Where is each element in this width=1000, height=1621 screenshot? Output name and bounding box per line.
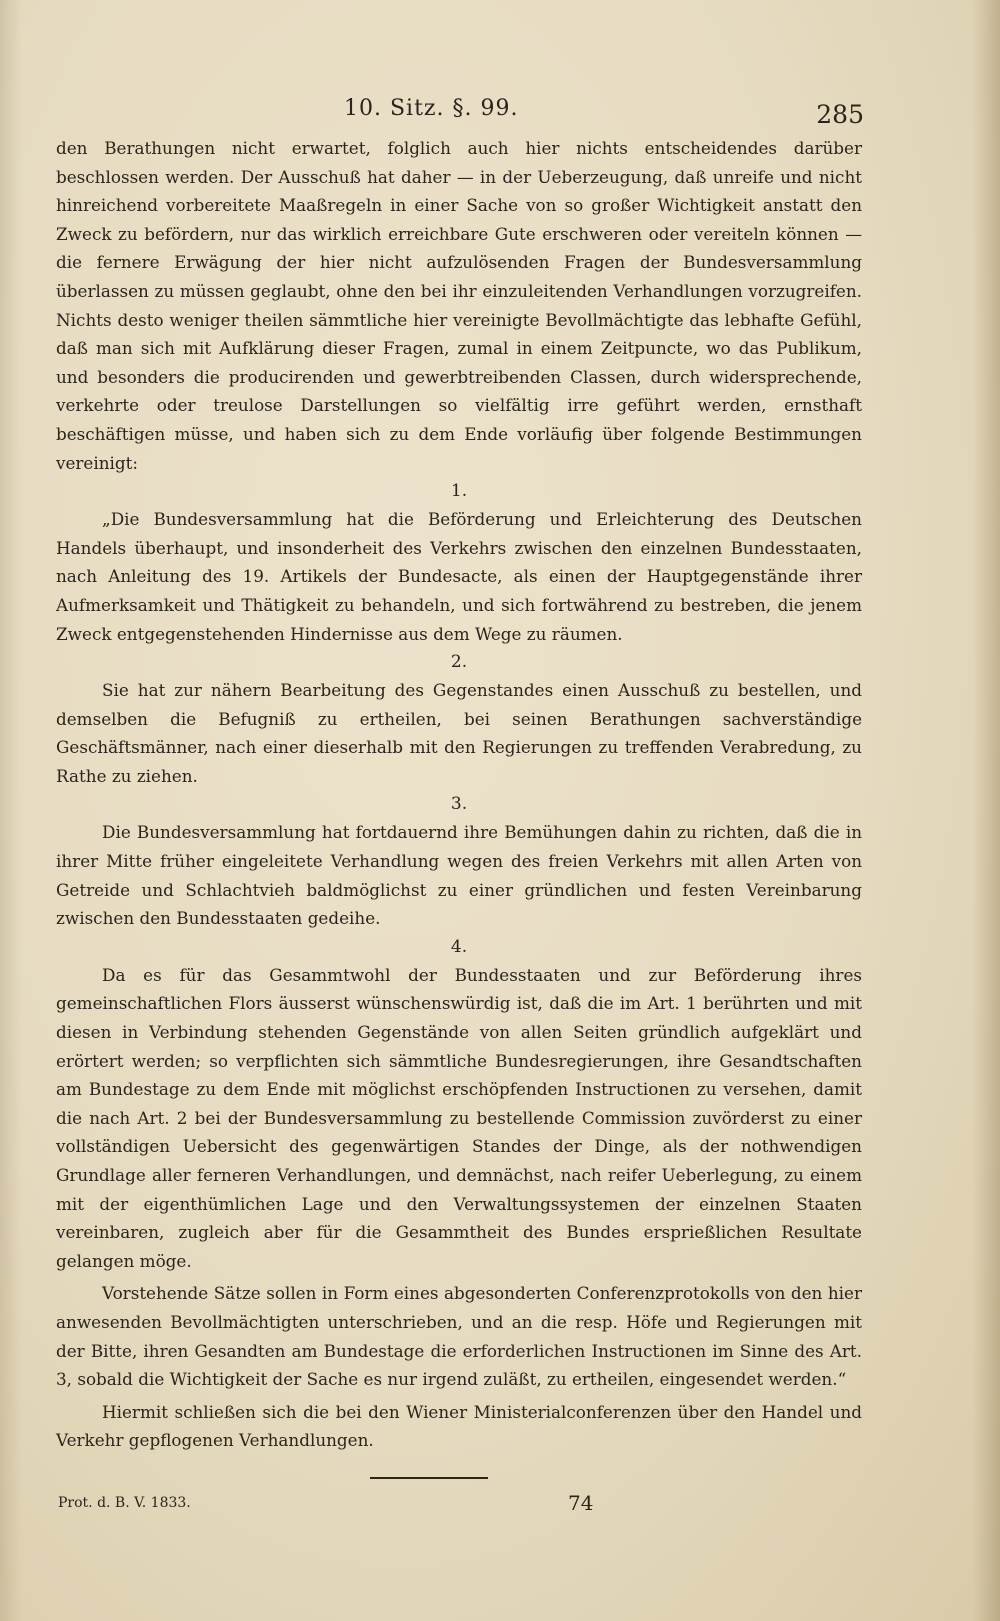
running-title: 10. Sitz. §. 99. [344,96,519,121]
article-number-1: 1. [450,481,468,502]
article-text-4: Da es für das Gesammtwohl der Bundesstaaten und zur Beförderung ihres gemeinschaftlichen Flors äusserst wünschenswürdig ist, daß die im Art. 1 berührten und mit diesen in Verbindung stehenden Gegenstände von allen Seiten gründlich aufgeklärt und erörtert werden; so verpflichten sich sämmtliche Bundesregierungen, ihre Gesandtschaften am Bundestage zu dem Ende mit möglichst erschöpfenden Instructionen zu versehen, damit die nach Art. 2 bei der Bundesversammlung zu bestellende Commission zuvörderst zu einer vollständigen Uebersicht des gegenwärtigen Standes der Dinge, als der nothwendigen Grundlage aller ferneren Verhandlungen, und demnächst, nach reifer Ueberlegung, zu einem mit der eigenthümlichen Lage und den Verwaltungssystemen der einzelnen Staaten vereinbaren, zugleich aber für die Gesammtheit des Bundes ersprießlichen Resultate gelangen möge. [56,964,862,1271]
article-text-2: Sie hat zur nähern Bearbeitung des Gegenstandes einen Ausschuß zu bestellen, und demselben die Befugniß zu ertheilen, bei seinen Berathungen sachverständige Geschäftsmänner, nach einer dieserhalb mit den Regierungen zu treffenden Verabredung, zu Rathe zu ziehen. [56,680,862,786]
article-number-4: 4. [450,936,468,957]
article-number-2: 2. [450,652,468,673]
footer [56,1491,862,1521]
closing-paragraph: Vorstehende Sätze sollen in Form eines abgesonderten Conferenzprotokolls von den hier anwesenden Bevollmächtigten unterschrieben, und an die resp. Höfe und Regierungen mit der Bitte, ihren Gesandten am Bundestage die erforderlichen Instructionen im Sinne des Art. 3, sobald die Wichtigkeit der Sache es nur irgend zuläßt, zu ertheilen, eingesendet werden.“ [56,1283,862,1390]
article-text-1: „Die Bundesversammlung hat die Beförderung und Erleichterung des Deutschen Handels überhaupt, und insonderheit des Verkehrs zwischen den einzelnen Bundesstaaten, nach Anleitung des 19. Artikels der Bundesacte, als einen der Hauptgegenstände ihrer Aufmerksamkeit und Thätigkeit zu behandeln, und sich fortwährend zu bestreben, die jenem Zweck entgegenstehenden Hindernisse aus dem Wege zu räumen. [56,509,862,644]
document-page [56,92,862,1521]
page-edge-shadow-left [0,0,22,1621]
footer-rule [370,1477,488,1479]
article-text-3: Die Bundesversammlung hat fortdauernd ihre Bemühungen dahin zu richten, daß die in ihrer Mitte früher eingeleitete Verhandlung wegen des freien Verkehrs mit allen Arten von Getreide und Schlachtvieh baldmöglichst zu einer gründlichen und festen Vereinbarung zwischen den Bundesstaaten gedeihe. [56,822,862,929]
footer-signature: Prot. d. B. V. 1833. [58,1494,191,1511]
intro-paragraph: den Berathungen nicht erwartet, folglich auch hier nichts entscheidendes darüber beschlossen werden. Der Ausschuß hat daher — in der Ueberzeugung, daß unreife und nicht hinreichend vorbereitete Maaßregeln in einer Sache von so großer Wichtigkeit anstatt den Zweck zu befördern, nur das wirklich erreichbare Gute erschweren oder vereiteln können — die fernere Erwägung der hier nicht aufzulösenden Fragen der Bundesversammlung überlassen zu müssen geglaubt, ohne den bei ihr einzuleitenden Verhandlungen vorzugreifen. Nichts desto weniger theilen sämmtliche hier vereinigte Bevollmächtigte das lebhafte Gefühl, daß man sich mit Aufklärung dieser Fragen, zumal in einem Zeitpuncte, wo das Publikum, und besonders die producirenden und gewerbtreibenden Classen, durch widersprechende, verkehrte oder treulose Darstellungen so vielfältig irre geführt werden, ernsthaft beschäftigen müsse, und haben sich zu dem Ende vorläufig über folgende Bestimmungen vereinigt: [56,138,862,473]
final-paragraph: Hiermit schließen sich die bei den Wiener Ministerialconferenzen über den Handel und Verkehr gepflogenen Verhandlungen. [56,1401,862,1451]
body-text [56,134,862,1455]
article-number-3: 3. [450,794,468,815]
page-edge-shadow-right [972,0,1000,1621]
sheet-number: 74 [568,1490,594,1515]
running-head [56,92,862,134]
page-number: 285 [816,100,864,129]
